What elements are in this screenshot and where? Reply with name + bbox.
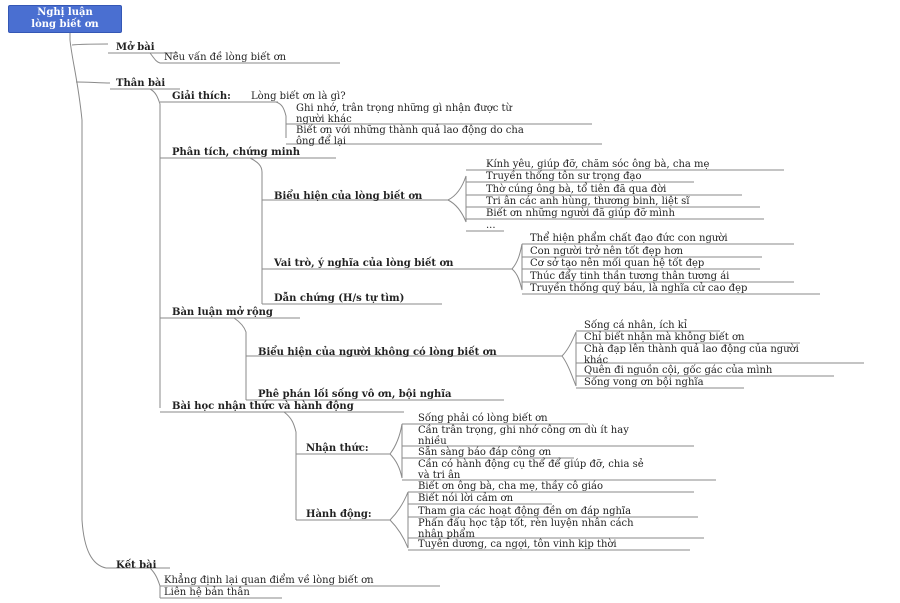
vai-tro-item-2[interactable]: Cơ sở tạo nên mối quan hệ tốt đẹp (530, 258, 705, 269)
bai-hoc-label[interactable]: Bài học nhận thức và hành động (172, 401, 354, 412)
hanh-dong-label[interactable]: Hành động: (306, 509, 372, 520)
nhan-thuc-label[interactable]: Nhận thức: (306, 443, 369, 454)
bieu-hien-khong-item-2[interactable]: Chà đạp lên thành quả lao động của người khác (584, 344, 799, 366)
ket-bai-item-0[interactable]: Khẳng định lại quan điểm về lòng biết ơn (164, 575, 374, 586)
hanh-dong-item-0[interactable]: Biết ơn ông bà, cha mẹ, thầy cô giáo (418, 481, 604, 492)
giai-thich-item-0[interactable]: Ghi nhớ, trân trọng những gì nhận được từ người khác (296, 103, 512, 125)
dan-chung-label[interactable]: Dẫn chứng (H/s tự tìm) (274, 293, 405, 304)
vai-tro-item-4[interactable]: Truyền thống quý báu, là nghĩa cử cao đẹp (530, 283, 748, 294)
nhan-thuc-item-2[interactable]: Sẵn sàng báo đáp công ơn (418, 447, 552, 458)
bieu-hien-khong-item-4[interactable]: Sống vong ơn bội nghĩa (584, 377, 704, 388)
giai-thich-question[interactable]: Lòng biết ơn là gì? (251, 91, 346, 102)
ket-bai-item-1[interactable]: Liên hệ bản thân (164, 587, 250, 598)
hanh-dong-item-2[interactable]: Tham gia các hoạt động đền ơn đáp nghĩa (418, 506, 632, 517)
vai-tro-label[interactable]: Vai trò, ý nghĩa của lòng biết ơn (274, 258, 454, 269)
bieu-hien-item-5[interactable]: ... (486, 220, 496, 231)
hanh-dong-item-4[interactable]: Tuyên dương, ca ngợi, tôn vinh kịp thời (418, 539, 617, 550)
giai-thich-item-1[interactable]: Biết ơn với những thành quả lao động do cha ông để lại (296, 125, 524, 147)
ban-luan-label[interactable]: Bàn luận mở rộng (172, 307, 273, 318)
phe-phan-label[interactable]: Phê phán lối sống vô ơn, bội nghĩa (258, 389, 452, 400)
bieu-hien-item-2[interactable]: Thờ cúng ông bà, tổ tiên đã qua đời (486, 184, 667, 195)
hanh-dong-item-1[interactable]: Biết nói lời cảm ơn (418, 493, 514, 504)
vai-tro-item-0[interactable]: Thể hiện phẩm chất đạo đức con người (530, 233, 728, 244)
giai-thich-label[interactable]: Giải thích: (172, 91, 231, 102)
nhan-thuc-item-1[interactable]: Cần trân trọng, ghi nhớ công ơn dù ít hay nhiều (418, 425, 629, 447)
bieu-hien-item-4[interactable]: Biết ơn những người đã giúp đỡ mình (486, 208, 675, 219)
mo-bai-label[interactable]: Mở bài (116, 42, 155, 53)
ket-bai-label[interactable]: Kết bài (116, 560, 157, 571)
vai-tro-item-3[interactable]: Thúc đẩy tinh thần tương thân tương ái (530, 271, 730, 282)
bieu-hien-khong-item-3[interactable]: Quên đi nguồn cội, gốc gác của mình (584, 365, 773, 376)
bieu-hien-item-0[interactable]: Kính yêu, giúp đỡ, chăm sóc ông bà, cha mẹ (486, 159, 710, 170)
nhan-thuc-item-0[interactable]: Sống phải có lòng biết ơn (418, 413, 548, 424)
hanh-dong-item-3[interactable]: Phấn đấu học tập tốt, rèn luyện nhân cách nhân phẩm (418, 518, 634, 540)
mo-bai-item-0[interactable]: Nêu vấn đề lòng biết ơn (164, 52, 287, 63)
bieu-hien-khong-item-0[interactable]: Sống cá nhân, ích kỉ (584, 320, 688, 331)
bieu-hien-khong-item-1[interactable]: Chỉ biết nhận mà không biết ơn (584, 332, 745, 343)
root-node[interactable]: Nghị luận lòng biết ơn (8, 5, 122, 33)
bieu-hien-item-1[interactable]: Truyền thống tôn sư trọng đạo (486, 171, 642, 182)
bieu-hien-khong-label[interactable]: Biểu hiện của người không có lòng biết ơn (258, 347, 497, 358)
bieu-hien-label[interactable]: Biểu hiện của lòng biết ơn (274, 191, 423, 202)
bieu-hien-item-3[interactable]: Tri ân các anh hùng, thương binh, liệt sĩ (486, 196, 690, 207)
nhan-thuc-item-3[interactable]: Cần có hành động cụ thể để giúp đỡ, chia sẻ và tri ân (418, 459, 644, 481)
phan-tich-label[interactable]: Phân tích, chứng minh (172, 147, 301, 158)
than-bai-label[interactable]: Thân bài (116, 78, 166, 89)
vai-tro-item-1[interactable]: Con người trở nên tốt đẹp hơn (530, 246, 684, 257)
